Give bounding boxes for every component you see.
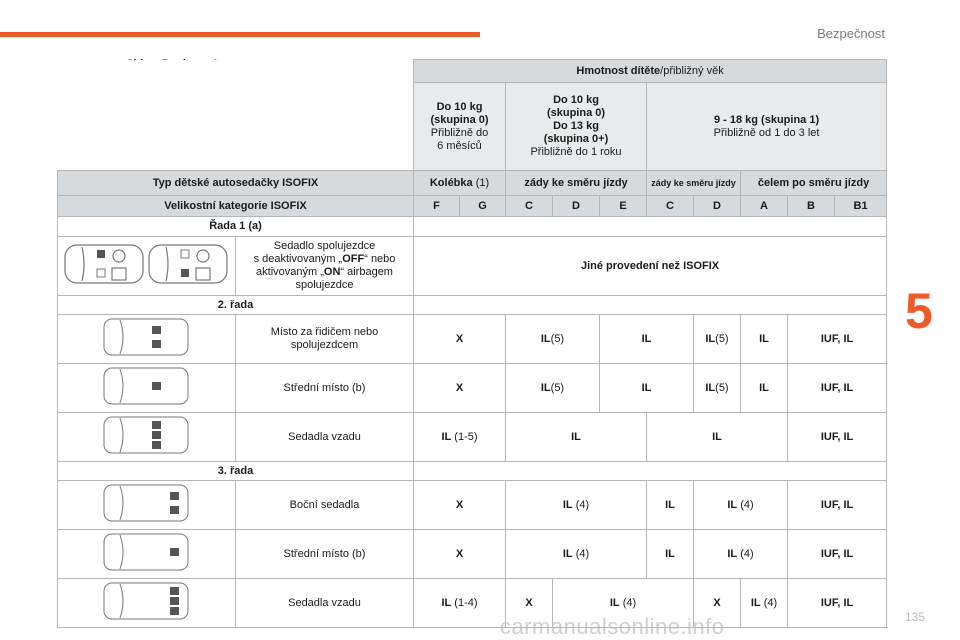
value-cell: IUF, IL	[788, 413, 887, 462]
car-row3-side-icon	[102, 483, 192, 523]
value-cell: X	[414, 364, 506, 413]
row3-title: 3. řada	[58, 462, 414, 481]
size-cat: G	[460, 196, 506, 217]
size-cat: C	[647, 196, 694, 217]
value-cell: IL	[506, 413, 647, 462]
row3-center-diagram	[58, 530, 236, 579]
car-row2-center-icon	[102, 366, 192, 406]
size-cat: A	[741, 196, 788, 217]
car-front-seat-icon	[62, 239, 232, 289]
size-cat: E	[600, 196, 647, 217]
value-cell: IL	[741, 315, 788, 364]
value-cell: IL (4)	[694, 530, 788, 579]
row1-title: Řada 1 (a)	[58, 217, 414, 237]
type-label: Typ dětské autosedačky ISOFIX	[58, 171, 414, 196]
value-cell: IL	[741, 364, 788, 413]
value-cell: IL	[647, 530, 694, 579]
size-cat: F	[414, 196, 460, 217]
value-cell: IUF, IL	[788, 481, 887, 530]
value-cell: IL (4)	[506, 481, 647, 530]
row2-seat-diagram	[58, 315, 236, 364]
isofix-table	[57, 59, 887, 628]
value-cell: X	[506, 579, 553, 628]
row2-rear-desc: Sedadla vzadu	[236, 413, 414, 462]
value-cell: IL (4)	[553, 579, 694, 628]
value-cell: X	[414, 530, 506, 579]
row3-side-diagram	[58, 481, 236, 530]
weight-header: Hmotnost dítěte/přibližný věk	[414, 60, 887, 83]
section-title: Bezpečnost	[817, 26, 885, 41]
page-number: 135	[905, 610, 926, 624]
type-kolebka: Kolébka (1)	[414, 171, 506, 196]
row2-title: 2. řada	[58, 296, 414, 315]
type-rear-facing: zády ke směru jízdy	[506, 171, 647, 196]
group-1-header: 9 - 18 kg (skupina 1) Přibližně od 1 do 3 let	[647, 83, 887, 171]
group-0plus-header: Do 10 kg (skupina 0) Do 13 kg (skupina 0+) Přibližně do 1 roku	[506, 83, 647, 171]
car-row3-center-icon	[102, 532, 192, 572]
value-cell: IL (1-5)	[414, 413, 506, 462]
group-0-header: Do 10 kg (skupina 0) Přibližně do 6 měsíců	[414, 83, 506, 171]
value-cell: IUF, IL	[788, 364, 887, 413]
value-cell: IL (4)	[694, 481, 788, 530]
value-cell: IL(5)	[506, 315, 600, 364]
value-cell: IL	[600, 315, 694, 364]
value-cell: IL	[600, 364, 694, 413]
row2-rear-diagram	[58, 413, 236, 462]
size-cat: D	[694, 196, 741, 217]
size-cat: D	[553, 196, 600, 217]
value-cell: IL (1-4)	[414, 579, 506, 628]
size-cat: B	[788, 196, 835, 217]
row2-desc: Místo za řidičem nebo spolujezdcem	[236, 315, 414, 364]
front-seat-diagram	[58, 237, 236, 296]
value-cell: IL(5)	[694, 315, 741, 364]
value-cell: IL (4)	[741, 579, 788, 628]
type-rear-facing-2: zády ke směru jízdy	[647, 171, 741, 196]
car-row2-side-icon	[102, 317, 192, 357]
watermark: carmanualsonline.info	[500, 614, 725, 639]
size-cat: B1	[835, 196, 887, 217]
value-cell: IL	[647, 413, 788, 462]
row3-rear-desc: Sedadla vzadu	[236, 579, 414, 628]
value-cell: IUF, IL	[788, 315, 887, 364]
type-forward-facing: čelem po směru jízdy	[741, 171, 887, 196]
car-row3-bench-icon	[102, 581, 192, 621]
value-cell: X	[694, 579, 741, 628]
value-cell: IL	[647, 481, 694, 530]
size-label: Velikostní kategorie ISOFIX	[58, 196, 414, 217]
size-cat: C	[506, 196, 553, 217]
value-cell: X	[414, 481, 506, 530]
row3-rear-diagram	[58, 579, 236, 628]
car-row2-bench-icon	[102, 415, 192, 455]
value-cell: IL(5)	[506, 364, 600, 413]
chapter-number: 5	[905, 283, 933, 339]
value-cell: IUF, IL	[788, 530, 887, 579]
front-seat-value: Jiné provedení než ISOFIX	[414, 237, 887, 296]
row3-side-desc: Boční sedadla	[236, 481, 414, 530]
row3-center-desc: Střední místo (b)	[236, 530, 414, 579]
row2-center-desc: Střední místo (b)	[236, 364, 414, 413]
value-cell: IUF, IL	[788, 579, 887, 628]
value-cell: IL(5)	[694, 364, 741, 413]
row2-center-diagram	[58, 364, 236, 413]
front-seat-desc: Sedadlo spolujezdce s deaktivovaným „OFF“ nebo aktivovaným „ON“ airbagem spolujezdce	[236, 237, 414, 296]
value-cell: X	[414, 315, 506, 364]
header-accent-bar	[0, 32, 480, 37]
value-cell: IL (4)	[506, 530, 647, 579]
